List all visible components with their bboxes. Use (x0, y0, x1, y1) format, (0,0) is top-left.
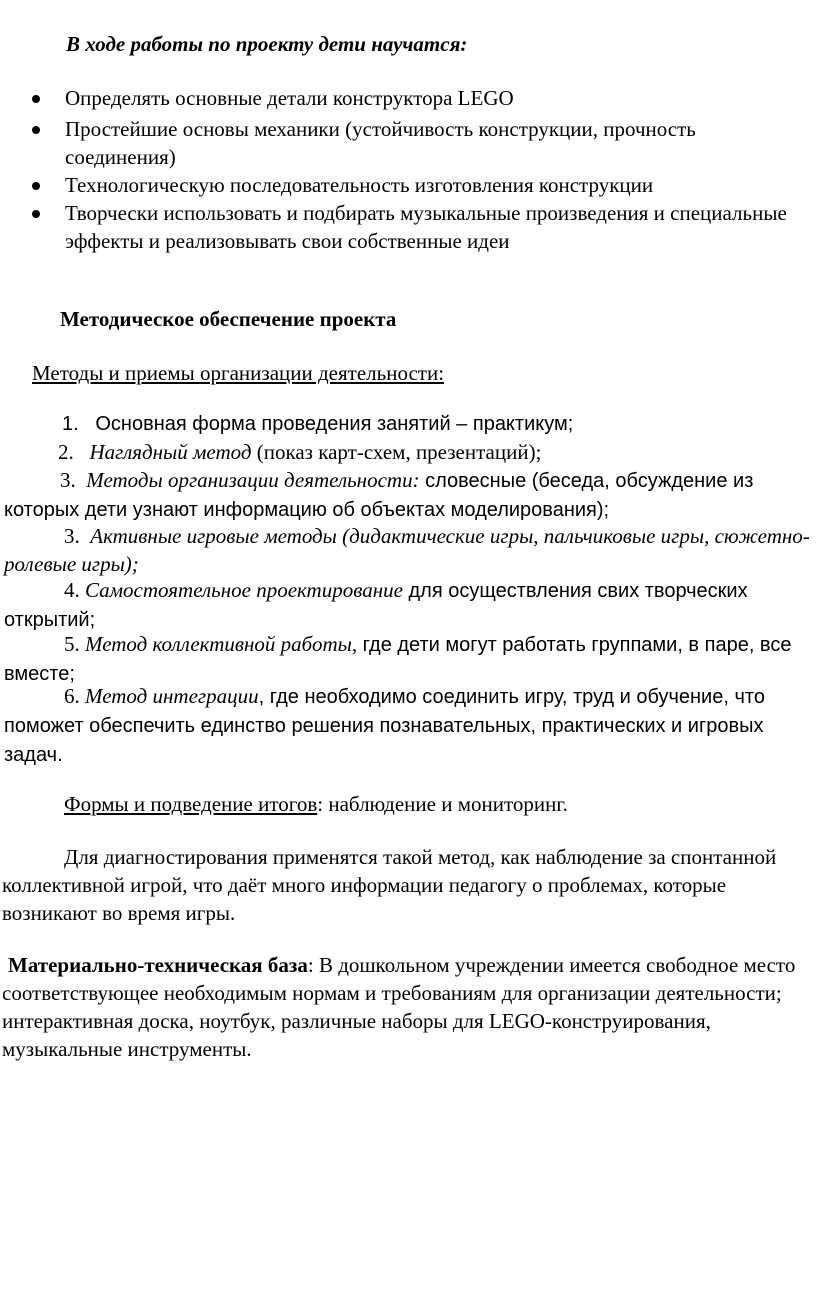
forms-line (64, 790, 568, 818)
method-item: 1. Основная форма проведения занятий – практикум; (62, 413, 574, 435)
diagnostics-paragraph: Для диагностирования применятся такой метод, как наблюдение за спонтанной коллективной игрой, что даёт много информации педагогу о проблемах, которые возникают во время игры. (2, 845, 777, 925)
material-base-paragraph (2, 951, 810, 1063)
learn-heading: В ходе работы по проекту дети научатся: (66, 32, 468, 56)
bullet-icon (32, 210, 40, 218)
method-item: 2. Наглядный метод (показ карт-схем, презентаций); (58, 440, 542, 464)
list-item: Определять основные детали конструктора LEGO (30, 84, 810, 112)
bullet-icon (32, 126, 40, 134)
method-item: 3. Активные игровые методы (дидактические игры, пальчиковые игры, сюжетно-ролевые игры); (4, 524, 810, 576)
bullet-icon (32, 182, 40, 190)
method-item: 3. Методы организации деятельности: словесные (беседа, обсуждение из которых дети узнают информацию об объектах моделирования); (4, 468, 754, 521)
method-item: 4. Самостоятельное проектирование для осуществления свих творческих открытий; (4, 578, 748, 631)
method-item: 6. Метод интеграции, где необходимо соединить игру, труд и обучение, что поможет обеспечить единство решения познавательных, практических и игровых задач. (4, 684, 765, 766)
forms-text: : наблюдение и мониторинг. (317, 792, 568, 816)
methods-heading: Методическое обеспечение проекта (60, 307, 397, 331)
list-item: Творчески использовать и подбирать музыкальные произведения и специальные эффекты и реализовывать свои собственные идеи (30, 199, 810, 255)
skills-list (30, 84, 810, 252)
material-base-text: : В дошкольном учреждении имеется свободное место соответствующее необходимым нормам и требованиям для организации деятельности; интерактивная доска, ноутбук, различные наборы для LEGO-конструирования, музыкальные инструменты. (2, 953, 796, 1061)
list-item: Простейшие основы механики (устойчивость конструкции, прочность соединения) (30, 115, 810, 171)
bullet-icon (32, 95, 40, 103)
list-item: Технологическую последовательность изготовления конструкции (30, 171, 810, 199)
methods-subheading: Методы и приемы организации деятельности: (32, 361, 445, 385)
material-base-label: Материально-техническая база (8, 953, 308, 977)
forms-label: Формы и подведение итогов (64, 792, 318, 816)
method-item: 5. Метод коллективной работы, где дети могут работать группами, в паре, все вместе; (4, 632, 792, 685)
